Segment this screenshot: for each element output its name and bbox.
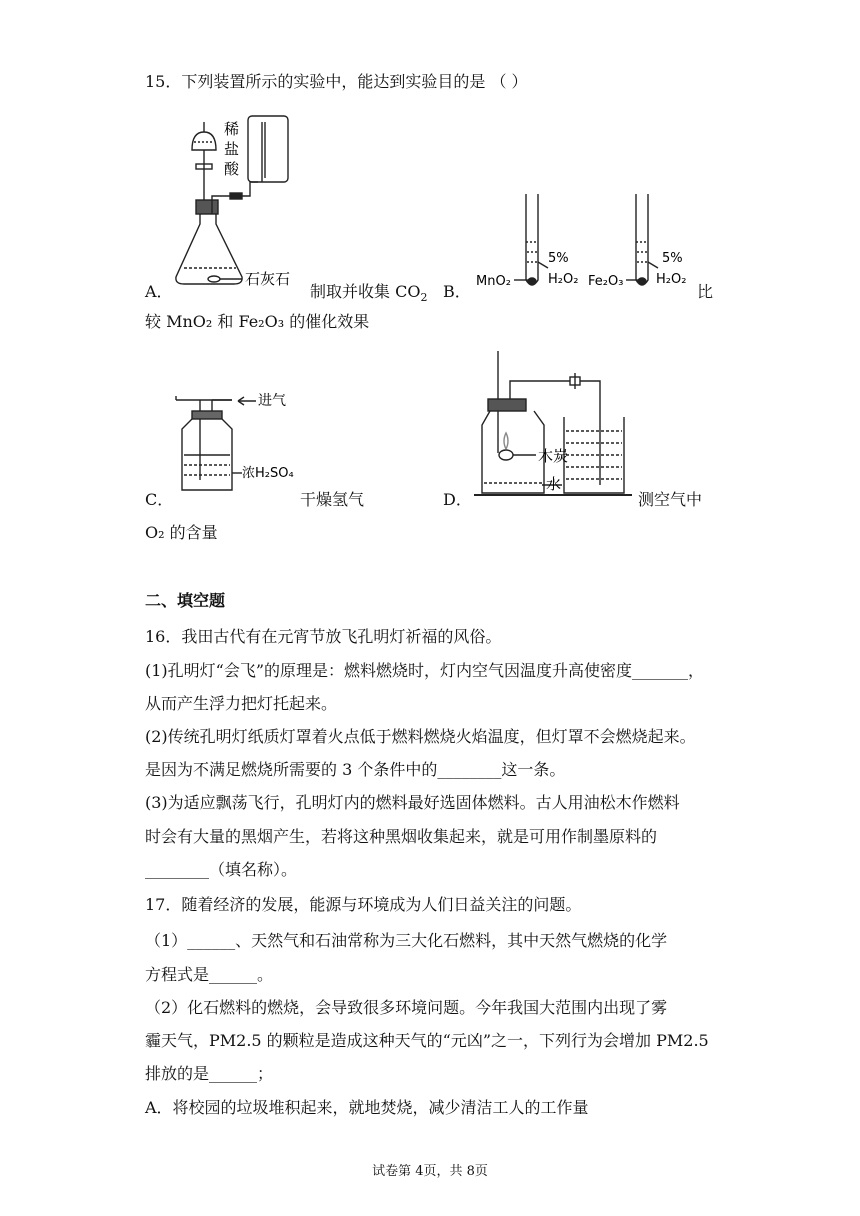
q15-option-a-sub: 2	[420, 291, 428, 305]
q15-option-b-continuation: 较 MnO₂ 和 Fe₂O₃ 的催化效果	[145, 312, 370, 331]
q16-part1-line2: 从而产生浮力把灯托起来。	[145, 694, 338, 713]
q16-part2-line1: (2)传统孔明灯纸质灯罩着火点低于燃料燃烧火焰温度，但灯罩不会燃烧起来。	[145, 727, 696, 746]
figure-b-catalyst-tubes	[476, 190, 698, 294]
q16-part2-line2: 是因为不满足燃烧所需要的 3 个条件中的________这一条。	[145, 760, 566, 779]
q15-option-d-continuation: O₂ 的含量	[145, 523, 218, 542]
acid-label-1: 稀	[224, 120, 240, 138]
q17-part1-line1: （1）______、天然气和石油常称为三大化石燃料，其中天然气燃烧的化学	[145, 931, 668, 950]
q15-option-a-text	[310, 279, 427, 304]
page-footer: 试卷第 4页，共 8页	[372, 1164, 488, 1179]
h2o2-left-label: H₂O₂	[548, 272, 579, 287]
section-heading: 二、填空题	[145, 591, 226, 610]
conc-left-label: 5%	[548, 251, 569, 266]
q17-option-a: A．将校园的垃圾堆积起来，就地焚烧，减少清洁工人的工作量	[145, 1098, 589, 1117]
q16-part3-line3: ________（填名称）。	[145, 860, 298, 879]
q15-stem: 15．下列装置所示的实验中，能达到实验目的是 （ ）	[145, 72, 528, 91]
q15-option-a-letter: A．	[145, 282, 173, 301]
acid-label-2: 盐	[224, 140, 240, 158]
figure-c-drying-bottle	[172, 385, 304, 495]
q17-part1-line2: 方程式是______。	[145, 965, 274, 984]
q17-part2-line3: 排放的是______；	[145, 1064, 274, 1083]
charcoal-label: 木炭	[538, 447, 569, 465]
inlet-label: 进气	[258, 393, 286, 409]
q16-stem: 16．我田古代有在元宵节放飞孔明灯祈福的风俗。	[145, 627, 502, 646]
conc-h2so4-label: 浓H₂SO₄	[242, 466, 294, 481]
q15-option-d-letter: D．	[443, 490, 472, 509]
q15-option-c-tail: 干燥氢气	[300, 490, 365, 509]
q15-option-b-letter: B．	[443, 282, 471, 301]
q15-option-b-tail: 比	[697, 282, 714, 301]
q16-part3-line1: (3)为适应飘荡飞行，孔明灯内的燃料最好选固体燃料。古人用油松木作燃料	[145, 793, 680, 812]
q17-stem: 17．随着经济的发展，能源与环境成为人们日益关注的问题。	[145, 895, 582, 914]
q16-part3-line2: 时会有大量的黑烟产生，若将这种黑烟收集起来，就是可用作制墨原料的	[145, 827, 658, 846]
water-label: 水	[546, 475, 562, 493]
q16-part1-line1: (1)孔明灯“会飞”的原理是：燃料燃烧时，灯内空气因温度升高使密度_______，	[145, 661, 705, 680]
conc-right-label: 5%	[662, 251, 683, 266]
q15-option-c-letter: C．	[145, 490, 174, 509]
limestone-label: 石灰石	[245, 270, 291, 288]
figure-d-oxygen-apparatus	[474, 345, 636, 500]
fe2o3-label: Fe₂O₃	[588, 274, 624, 289]
q17-part2-line2: 霾天气，PM2.5 的颗粒是造成这种天气的“元凶”之一，下列行为会增加 PM2.5	[145, 1031, 709, 1050]
acid-label-3: 酸	[224, 160, 240, 178]
q17-part2-line1: （2）化石燃料的燃烧，会导致很多环境问题。今年我国大范围内出现了雾	[145, 998, 668, 1017]
figure-a-co2-apparatus	[170, 112, 310, 297]
mno2-label: MnO₂	[476, 274, 511, 289]
q15-option-d-tail: 测空气中	[638, 490, 703, 509]
q15-option-a-tail: 制取并收集 CO	[310, 282, 421, 301]
h2o2-right-label: H₂O₂	[656, 272, 687, 287]
